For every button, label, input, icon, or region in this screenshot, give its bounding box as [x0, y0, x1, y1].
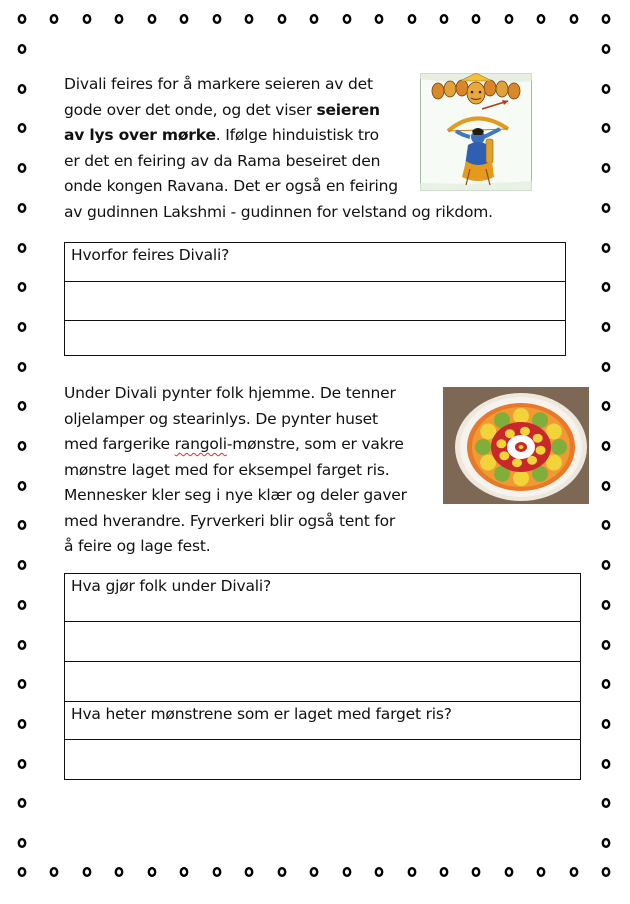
answer-line-2[interactable]	[65, 321, 566, 356]
border-dot	[473, 868, 479, 876]
bold-light: av lys over mørke	[64, 126, 216, 144]
border-dot	[603, 760, 609, 768]
table-row	[65, 574, 581, 622]
customs-line-1: Under Divali pynter folk hjemme. De tenner	[64, 384, 396, 402]
answer-table-2	[64, 573, 581, 780]
border-dot	[311, 868, 317, 876]
border-dot	[19, 521, 25, 529]
border-dot	[19, 204, 25, 212]
border-dot	[19, 720, 25, 728]
question-1: Hvorfor feires Divali?	[65, 243, 566, 282]
border-dot	[603, 45, 609, 53]
table-row	[65, 282, 566, 321]
border-dot	[603, 323, 609, 331]
border-dot	[246, 868, 252, 876]
border-dot	[603, 799, 609, 807]
table-row	[65, 662, 581, 702]
border-dot	[214, 868, 220, 876]
border-dot	[603, 601, 609, 609]
border-dot	[149, 868, 155, 876]
border-dot	[506, 868, 512, 876]
answer-line-5[interactable]	[65, 740, 581, 780]
border-dot	[19, 244, 25, 252]
customs-line-2: oljelamper og stearinlys. De pynter huset	[64, 409, 378, 428]
border-dot	[51, 868, 57, 876]
border-dot	[538, 868, 544, 876]
border-dot	[506, 15, 512, 23]
question-2: Hva gjør folk under Divali?	[65, 574, 581, 622]
border-dot	[19, 45, 25, 53]
border-dot	[603, 521, 609, 529]
border-dot	[409, 15, 415, 23]
customs-line-6: med hverandre. Fyrverkeri blir også tent for	[64, 511, 396, 530]
border-dot	[19, 760, 25, 768]
table-row	[65, 740, 581, 780]
border-dot	[279, 15, 285, 23]
intro-line-2: gode over det onde, og det viser seieren	[64, 100, 380, 119]
border-dot	[19, 641, 25, 649]
customs-line-4: mønstre laget med for eksempel farget ris.	[64, 460, 390, 479]
border-dot	[19, 363, 25, 371]
border-dot	[19, 561, 25, 569]
border-dot	[116, 15, 122, 23]
table-row	[65, 702, 581, 740]
border-dot	[181, 15, 187, 23]
intro-line-6: av gudinnen Lakshmi - gudinnen for velstand og rikdom.	[64, 202, 493, 221]
border-dot	[19, 799, 25, 807]
border-dot	[19, 680, 25, 688]
border-dot	[603, 839, 609, 847]
rangoli-inner-petal	[505, 429, 515, 438]
border-dot	[344, 868, 350, 876]
border-dot	[441, 15, 447, 23]
border-dot	[19, 839, 25, 847]
border-dot	[603, 283, 609, 291]
rangoli-inner-petal	[499, 451, 509, 460]
border-dot	[603, 244, 609, 252]
border-dot	[603, 204, 609, 212]
border-dot	[603, 402, 609, 410]
border-dot	[19, 601, 25, 609]
border-dot	[84, 868, 90, 876]
border-dot	[344, 15, 350, 23]
border-dot	[603, 85, 609, 93]
border-dot	[603, 561, 609, 569]
rangoli-inner-petal	[527, 456, 537, 465]
border-dot	[19, 402, 25, 410]
border-dot	[149, 15, 155, 23]
answer-line-3[interactable]	[65, 622, 581, 662]
rangoli-petal	[475, 439, 491, 455]
border-dot	[603, 442, 609, 450]
border-dot	[376, 15, 382, 23]
border-dot	[571, 868, 577, 876]
border-dot	[19, 442, 25, 450]
border-dot	[603, 363, 609, 371]
intro-line-3: av lys over mørke. Ifølge hinduistisk tro	[64, 126, 379, 144]
border-dot	[603, 680, 609, 688]
border-dot	[603, 15, 609, 23]
customs-line-5: Mennesker kler seg i nye klær og deler gaver	[64, 486, 407, 504]
customs-paragraph	[64, 381, 436, 560]
border-dot	[311, 15, 317, 23]
answer-line-4[interactable]	[65, 662, 581, 702]
border-dot	[19, 164, 25, 172]
rangoli-photo	[443, 387, 589, 504]
border-dot	[603, 164, 609, 172]
border-dot	[279, 868, 285, 876]
rangoli-inner-petal	[533, 434, 543, 443]
border-dot	[19, 868, 25, 876]
border-dot	[19, 85, 25, 93]
customs-line-3: med fargerike rangoli-mønstre, som er vakre	[64, 435, 404, 453]
border-dot	[473, 15, 479, 23]
border-dot	[603, 641, 609, 649]
border-dot	[441, 868, 447, 876]
intro-line-5: onde kongen Ravana. Det er også en feiring	[64, 177, 398, 195]
border-dot	[19, 124, 25, 132]
ravana-rama-illustration	[420, 73, 532, 191]
border-dot	[603, 482, 609, 490]
rangoli-inner-petal	[496, 439, 506, 448]
rangoli-inner-petal	[520, 427, 530, 436]
border-dot	[19, 323, 25, 331]
table-row	[65, 622, 581, 662]
intro-line-1: Divali feires for å markere seieren av det	[64, 75, 373, 93]
border-dot	[51, 15, 57, 23]
border-dot	[19, 283, 25, 291]
answer-table-1	[64, 242, 566, 356]
rangoli-inner-petal	[536, 446, 546, 455]
border-dot	[116, 868, 122, 876]
table-row	[65, 321, 566, 356]
border-dot	[571, 15, 577, 23]
border-dot	[246, 15, 252, 23]
question-3: Hva heter mønstrene som er laget med farget ris?	[65, 702, 581, 740]
border-dot	[181, 868, 187, 876]
border-dot	[84, 15, 90, 23]
rangoli-inner-petal	[512, 458, 522, 467]
border-dot	[603, 868, 609, 876]
rangoli-petal	[551, 439, 567, 455]
border-dot	[603, 124, 609, 132]
bold-victory: seieren	[316, 100, 380, 119]
customs-line-7: å feire og lage fest.	[64, 537, 211, 555]
intro-line-4: er det en feiring av da Rama beseiret den	[64, 151, 381, 170]
answer-line-1[interactable]	[65, 282, 566, 321]
border-dot	[19, 15, 25, 23]
border-dot	[376, 868, 382, 876]
border-dot	[214, 15, 220, 23]
border-dot	[409, 868, 415, 876]
rangoli-petal	[513, 470, 529, 486]
border-dot	[19, 482, 25, 490]
rangoli-word: rangoli	[174, 435, 227, 453]
border-dot	[603, 720, 609, 728]
table-row	[65, 243, 566, 282]
border-dot	[538, 15, 544, 23]
rangoli-petal	[513, 408, 529, 424]
